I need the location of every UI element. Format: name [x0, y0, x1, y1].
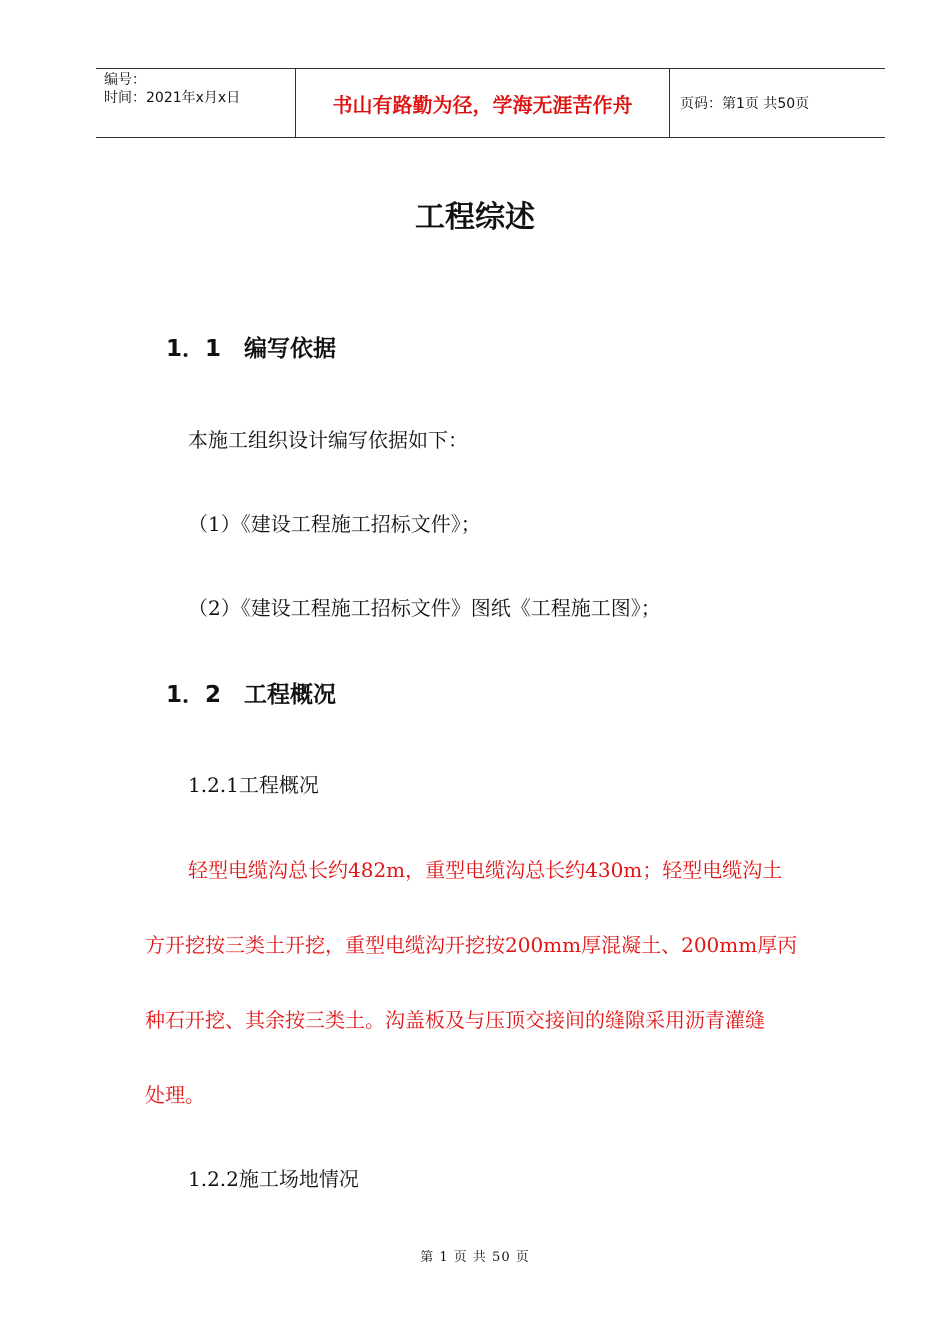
document-title: 工程综述	[415, 200, 535, 235]
header-time-label: 时间：2021年x月x日	[104, 90, 241, 106]
header-number-label: 编号：	[104, 72, 146, 88]
red-paragraph-line: 轻型电缆沟总长约482m，重型电缆沟总长约430m；轻型电缆沟土	[188, 858, 783, 882]
section-heading-1-2	[166, 676, 336, 709]
section-number: 1．2	[166, 682, 222, 708]
header-motto: 书山有路勤为径，学海无涯苦作舟	[296, 69, 670, 137]
section-title: 工程概况	[244, 682, 336, 708]
header-meta	[96, 69, 296, 137]
section-heading-1-1	[166, 330, 336, 363]
red-paragraph-line: 处理。	[145, 1083, 205, 1107]
subsection-heading-1-2-2: 1.2.2施工场地情况	[188, 1167, 359, 1191]
list-item: （2）《建设工程施工招标文件》图纸《工程施工图》；	[188, 596, 661, 620]
page-footer: 第 1 页 共 50 页	[420, 1250, 530, 1265]
subsection-heading-1-2-1: 1.2.1工程概况	[188, 773, 319, 797]
list-item: （1）《建设工程施工招标文件》；	[188, 512, 481, 536]
section1-intro: 本施工组织设计编写依据如下：	[188, 428, 468, 452]
page-header	[96, 68, 885, 138]
header-page-info: 页码：第1页 共50页	[680, 96, 810, 112]
red-paragraph-line: 种石开挖、其余按三类土。沟盖板及与压顶交接间的缝隙采用沥青灌缝	[145, 1008, 765, 1032]
red-paragraph-line: 方开挖按三类土开挖，重型电缆沟开挖按200mm厚混凝土、200mm厚丙	[145, 933, 798, 957]
section-title: 编写依据	[244, 336, 336, 362]
section-number: 1．1	[166, 336, 222, 362]
